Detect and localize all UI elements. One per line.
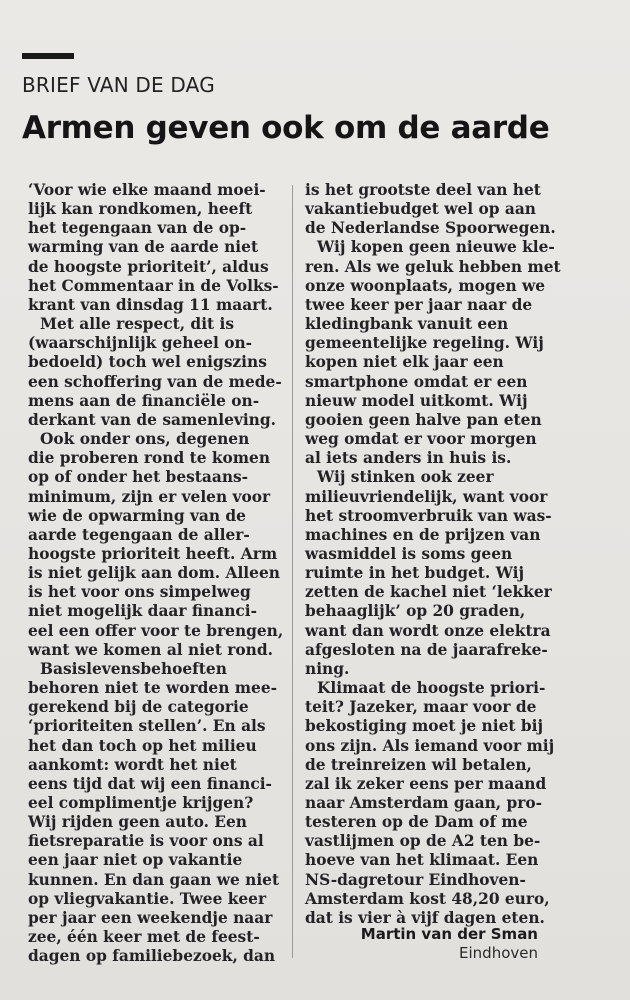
text-line: dagen op familiebezoek, dan — [28, 947, 276, 966]
text-line: op of onder het bestaans- — [28, 468, 249, 487]
text-line: wasmiddel is soms geen — [305, 544, 513, 563]
text-line: ‘Voor wie elke maand moei- — [28, 181, 266, 199]
text-line: Wij stinken ook zeer — [317, 468, 494, 487]
text-line: afgesloten na de jaarafreke- — [305, 640, 548, 659]
text-line: teit? Jazeker, maar voor de — [305, 698, 537, 717]
text-line: het tegengaan van de op- — [28, 219, 247, 238]
text-line: de Nederlandse Spoorwegen. — [305, 219, 556, 238]
text-line: hoogste prioriteit heeft. Arm — [28, 544, 278, 563]
text-line: milieuvriendelijk, want voor — [305, 487, 548, 506]
text-line: het dan toch op het milieu — [28, 736, 257, 755]
text-line: al iets anders in huis is. — [305, 449, 512, 468]
text-line: warming van de aarde niet — [28, 238, 259, 257]
text-line: derkant van de samenleving. — [28, 410, 276, 429]
text-line: nieuw model uitkomt. Wij — [305, 391, 528, 410]
text-line: op vliegvakantie. Twee keer — [28, 889, 267, 908]
text-line: kunnen. En dan gaan we niet — [28, 870, 280, 889]
text-line: kopen niet elk jaar een — [305, 353, 504, 372]
text-line: de treinreizen wil betalen, — [305, 755, 532, 774]
text-line: testeren op de Dam of me — [305, 813, 528, 832]
text-line: behoren niet te worden mee- — [28, 679, 277, 698]
text-line: want we komen al niet rond. — [28, 640, 273, 659]
text-line: Amsterdam kost 48,20 euro, — [305, 889, 550, 908]
text-line: is het voor ons simpelweg — [28, 583, 251, 602]
text-line: kledingbank vanuit een — [305, 315, 509, 334]
text-line: naar Amsterdam gaan, pro- — [305, 794, 543, 812]
text-line: Wij rijden geen auto. Een — [28, 813, 248, 832]
column-divider — [292, 185, 293, 958]
text-line: twee keer per jaar naar de — [305, 295, 533, 314]
text-line: gooien geen halve pan eten — [305, 410, 542, 429]
text-line: minimum, zijn er velen voor — [28, 487, 271, 506]
text-line: het stroomverbruik van was- — [305, 506, 552, 525]
text-line: zal ik zeker eens per maand — [305, 774, 547, 793]
text-line: wie de opwarming van de — [28, 506, 246, 525]
text-line: bekostiging moet je niet bij — [305, 717, 544, 736]
text-line: mens aan de financiële on- — [28, 391, 260, 410]
text-line: smartphone omdat er een — [305, 372, 528, 391]
text-line: gemeentelijke regeling. Wij — [305, 334, 544, 353]
section-accent-bar — [22, 53, 74, 59]
text-line: een schoffering van de mede- — [28, 372, 282, 391]
text-line: gerekend bij de categorie — [28, 698, 249, 717]
text-line: is het grootste deel van het — [305, 181, 541, 199]
text-line: fietsreparatie is voor ons al — [28, 832, 264, 851]
text-line: (waarschijnlijk geheel on- — [28, 334, 253, 353]
text-line: behaaglijk’ op 20 graden, — [305, 602, 526, 621]
text-line: want dan wordt onze elektra — [305, 621, 551, 640]
text-line: ruimte in het budget. Wij — [305, 564, 525, 583]
text-line: aankomt: wordt het niet — [28, 755, 237, 774]
text-line: die proberen rond te komen — [28, 449, 271, 468]
text-line: bedoeld) toch wel enigszins — [28, 353, 267, 372]
text-line: zee, één keer met de feest- — [28, 928, 260, 947]
text-line: zetten de kachel niet ‘lekker — [305, 583, 552, 602]
text-line: Basislevensbehoeften — [40, 659, 227, 678]
section-label: BRIEF VAN DE DAG — [22, 73, 215, 97]
text-line: ‘prioriteiten stellen’. En als — [28, 717, 266, 736]
text-line: ons zijn. Als iemand voor mij — [305, 736, 555, 755]
text-line: het Commentaar in de Volks- — [28, 276, 279, 295]
text-line: per jaar een weekendje naar — [28, 908, 273, 927]
text-line: Wij kopen geen nieuwe kle- — [317, 238, 555, 257]
text-line: NS-dagretour Eindhoven- — [305, 870, 526, 889]
text-line: machines en de prijzen van — [305, 525, 541, 544]
text-line: niet mogelijk daar financi- — [28, 602, 258, 621]
article-headline: Armen geven ook om de aarde — [22, 110, 550, 146]
text-line: lijk kan rondkomen, heeft — [28, 200, 253, 219]
text-line: eens tijd dat wij een financi- — [28, 774, 272, 793]
text-line: onze woonplaats, mogen we — [305, 276, 546, 295]
text-line: dat is vier à vijf dagen eten. — [305, 908, 545, 927]
text-line: de hoogste prioriteit’, aldus — [28, 257, 269, 276]
author-city: Eindhoven — [459, 944, 538, 962]
text-line: hoeve van het klimaat. Een — [305, 851, 539, 870]
article-column-right — [305, 181, 567, 928]
text-line: weg omdat er voor morgen — [305, 430, 537, 449]
text-line: vakantiebudget wel op aan — [305, 200, 536, 219]
text-line: aarde tegengaan de aller- — [28, 525, 250, 544]
text-line: vastlijmen op de A2 ten be- — [305, 832, 541, 851]
text-line: eel complimentje krijgen? — [28, 794, 254, 812]
text-line: is niet gelijk aan dom. Alleen — [28, 564, 280, 583]
text-line: Klimaat de hoogste priori- — [317, 679, 546, 698]
text-line: ning. — [305, 659, 350, 678]
text-line: krant van dinsdag 11 maart. — [28, 295, 273, 314]
text-line: Ook onder ons, degenen — [40, 430, 250, 449]
author-name: Martin van der Sman — [360, 925, 538, 943]
text-line: eel een offer voor te brengen, — [28, 621, 284, 640]
text-line: ren. Als we geluk hebben met — [305, 257, 561, 276]
article-column-left — [28, 181, 290, 966]
text-line: Met alle respect, dit is — [40, 315, 235, 334]
text-line: een jaar niet op vakantie — [28, 851, 243, 870]
